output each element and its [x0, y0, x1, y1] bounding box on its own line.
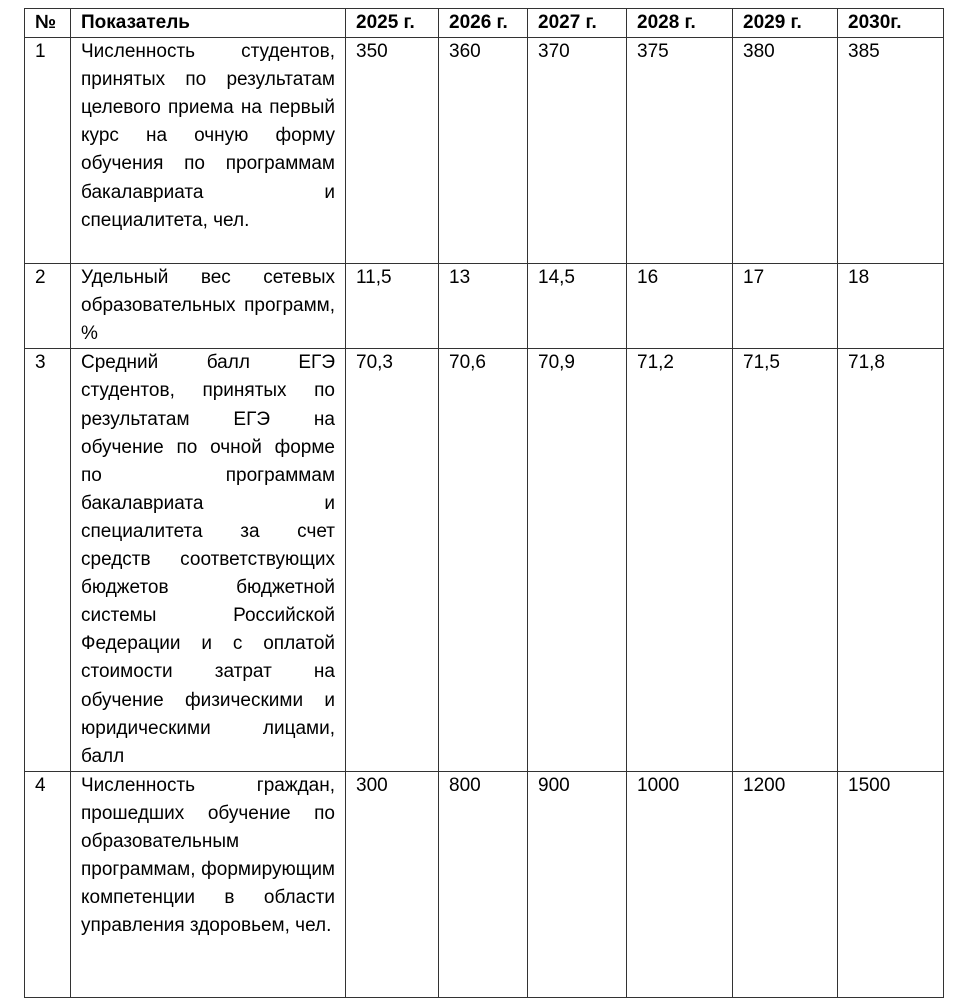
table-row: [25, 349, 944, 771]
header-indicator: Показатель: [71, 9, 346, 38]
table-row: [25, 771, 944, 997]
value-2025: 11,5: [346, 264, 439, 349]
value-2028: 375: [627, 38, 733, 264]
value-2030: 18: [838, 264, 944, 349]
value-2026: 13: [439, 264, 528, 349]
value-2029: 380: [733, 38, 838, 264]
value-2030: 71,8: [838, 349, 944, 771]
value-2027: 70,9: [528, 349, 627, 771]
indicator-name: Средний балл ЕГЭ студентов, принятых по результатам ЕГЭ на обучение по очной форме по программам бакалавриата и специалитета за счет средств соответствующих бюджетов бюджетной системы Российской Федерации и с оплатой стоимости затрат на обучение физическими и юридическими лицами, балл: [71, 349, 346, 771]
row-number: 4: [25, 771, 71, 997]
row-number: 1: [25, 38, 71, 264]
table-row: [25, 38, 944, 264]
row-number: 3: [25, 349, 71, 771]
value-2025: 70,3: [346, 349, 439, 771]
value-2026: 360: [439, 38, 528, 264]
value-2029: 1200: [733, 771, 838, 997]
value-2028: 71,2: [627, 349, 733, 771]
header-year-2027: 2027 г.: [528, 9, 627, 38]
row-number: 2: [25, 264, 71, 349]
header-year-2026: 2026 г.: [439, 9, 528, 38]
header-year-2028: 2028 г.: [627, 9, 733, 38]
value-2025: 300: [346, 771, 439, 997]
indicator-name: Численность студентов, принятых по результатам целевого приема на первый курс на очную форму обучения по программам бакалавриата и специалитета, чел.: [71, 38, 346, 264]
table-row: [25, 264, 944, 349]
value-2026: 800: [439, 771, 528, 997]
indicator-name: Удельный вес сетевых образовательных программ, %: [71, 264, 346, 349]
value-2025: 350: [346, 38, 439, 264]
value-2028: 16: [627, 264, 733, 349]
value-2030: 1500: [838, 771, 944, 997]
value-2027: 900: [528, 771, 627, 997]
value-2030: 385: [838, 38, 944, 264]
indicator-name: Численность граждан, прошедших обучение по образовательным программам, формирующим компетенции в области управления здоровьем, чел.: [71, 771, 346, 997]
header-year-2029: 2029 г.: [733, 9, 838, 38]
header-number: №: [25, 9, 71, 38]
indicators-table: [24, 8, 944, 998]
value-2027: 14,5: [528, 264, 627, 349]
table-header-row: [25, 9, 944, 38]
value-2028: 1000: [627, 771, 733, 997]
value-2026: 70,6: [439, 349, 528, 771]
value-2029: 71,5: [733, 349, 838, 771]
header-year-2025: 2025 г.: [346, 9, 439, 38]
header-year-2030: 2030г.: [838, 9, 944, 38]
value-2027: 370: [528, 38, 627, 264]
value-2029: 17: [733, 264, 838, 349]
